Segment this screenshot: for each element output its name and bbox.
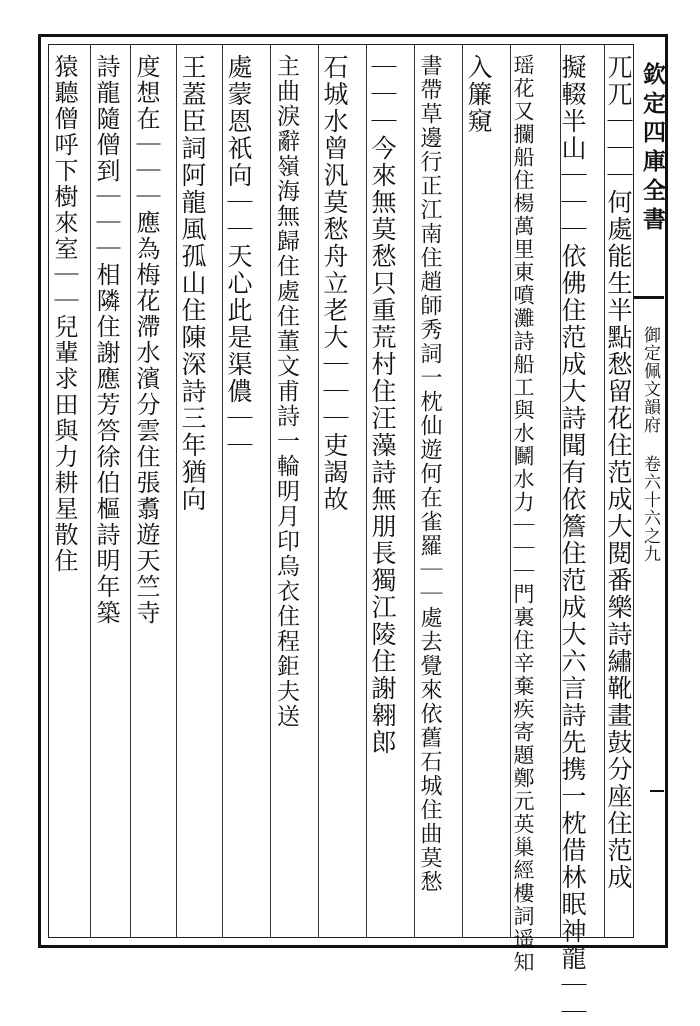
- text-column-4: 入簾窺: [464, 54, 493, 135]
- text-column-5: 書帶草邊行正江南住趙師秀詞一枕仙遊何在雀羅｜｜處去覺來依舊石城住曲莫愁: [417, 54, 442, 894]
- text-column-9: 處蒙恩祇向｜｜天心此是渠儂｜｜: [224, 54, 253, 459]
- column-rule: [130, 44, 131, 938]
- text-column-10: 王蓋臣詞阿龍風孤山住陳深詩三年猶向: [178, 54, 207, 513]
- text-column-2: 擬輟半山｜｜｜依佛住范成大詩聞有依簷住范成大六言詩先携一枕借林眠神龍｜｜: [558, 54, 587, 1026]
- column-rule: [176, 44, 177, 938]
- text-column-3: 瑶花又攔船住楊萬里東噴灘詩船工與水鬭水力｜｜｜門裏住辛棄疾寄題鄭元英巢經樓詞遥知: [511, 54, 535, 974]
- volume-label: 御定佩文韻府 卷六十六之九: [640, 326, 660, 563]
- column-rule: [90, 44, 91, 938]
- column-rule: [462, 44, 463, 938]
- text-column-1: 兀兀｜｜｜何處能生半點愁留花住范成大閱番樂詩繡靴畫鼓分座住范成: [604, 54, 633, 891]
- text-column-7: 石城水曾汎莫愁舟立老大｜｜｜吏謁故: [320, 54, 349, 513]
- fishtail-mark: [634, 296, 664, 317]
- lower-fishtail-mark: [650, 790, 664, 792]
- text-column-12: 詩龍隨僧到｜｜｜相隣住謝應芳答徐伯樞詩明年築: [92, 54, 120, 626]
- column-rule: [270, 44, 271, 938]
- text-column-11: 度想在｜｜｜應為梅花滯水濱分雲住張翥遊天竺寺: [132, 54, 160, 626]
- column-rule: [366, 44, 367, 938]
- column-rule: [222, 44, 223, 938]
- text-column-8: 主曲淚辭嶺海無歸住處住董文甫詩一輪明月印烏衣住程鉅夫送: [273, 54, 299, 729]
- book-title: 欽定四庫全書: [639, 62, 666, 236]
- column-rule: [318, 44, 319, 938]
- text-column-13: 猿聽僧呼下樹來室｜｜兒輩求田與力耕星散住: [50, 54, 78, 574]
- text-column-6: ｜｜｜今來無莫愁只重荒村住汪藻詩無朋長獨江陵住謝翱郎: [368, 54, 397, 756]
- column-rule: [414, 44, 415, 938]
